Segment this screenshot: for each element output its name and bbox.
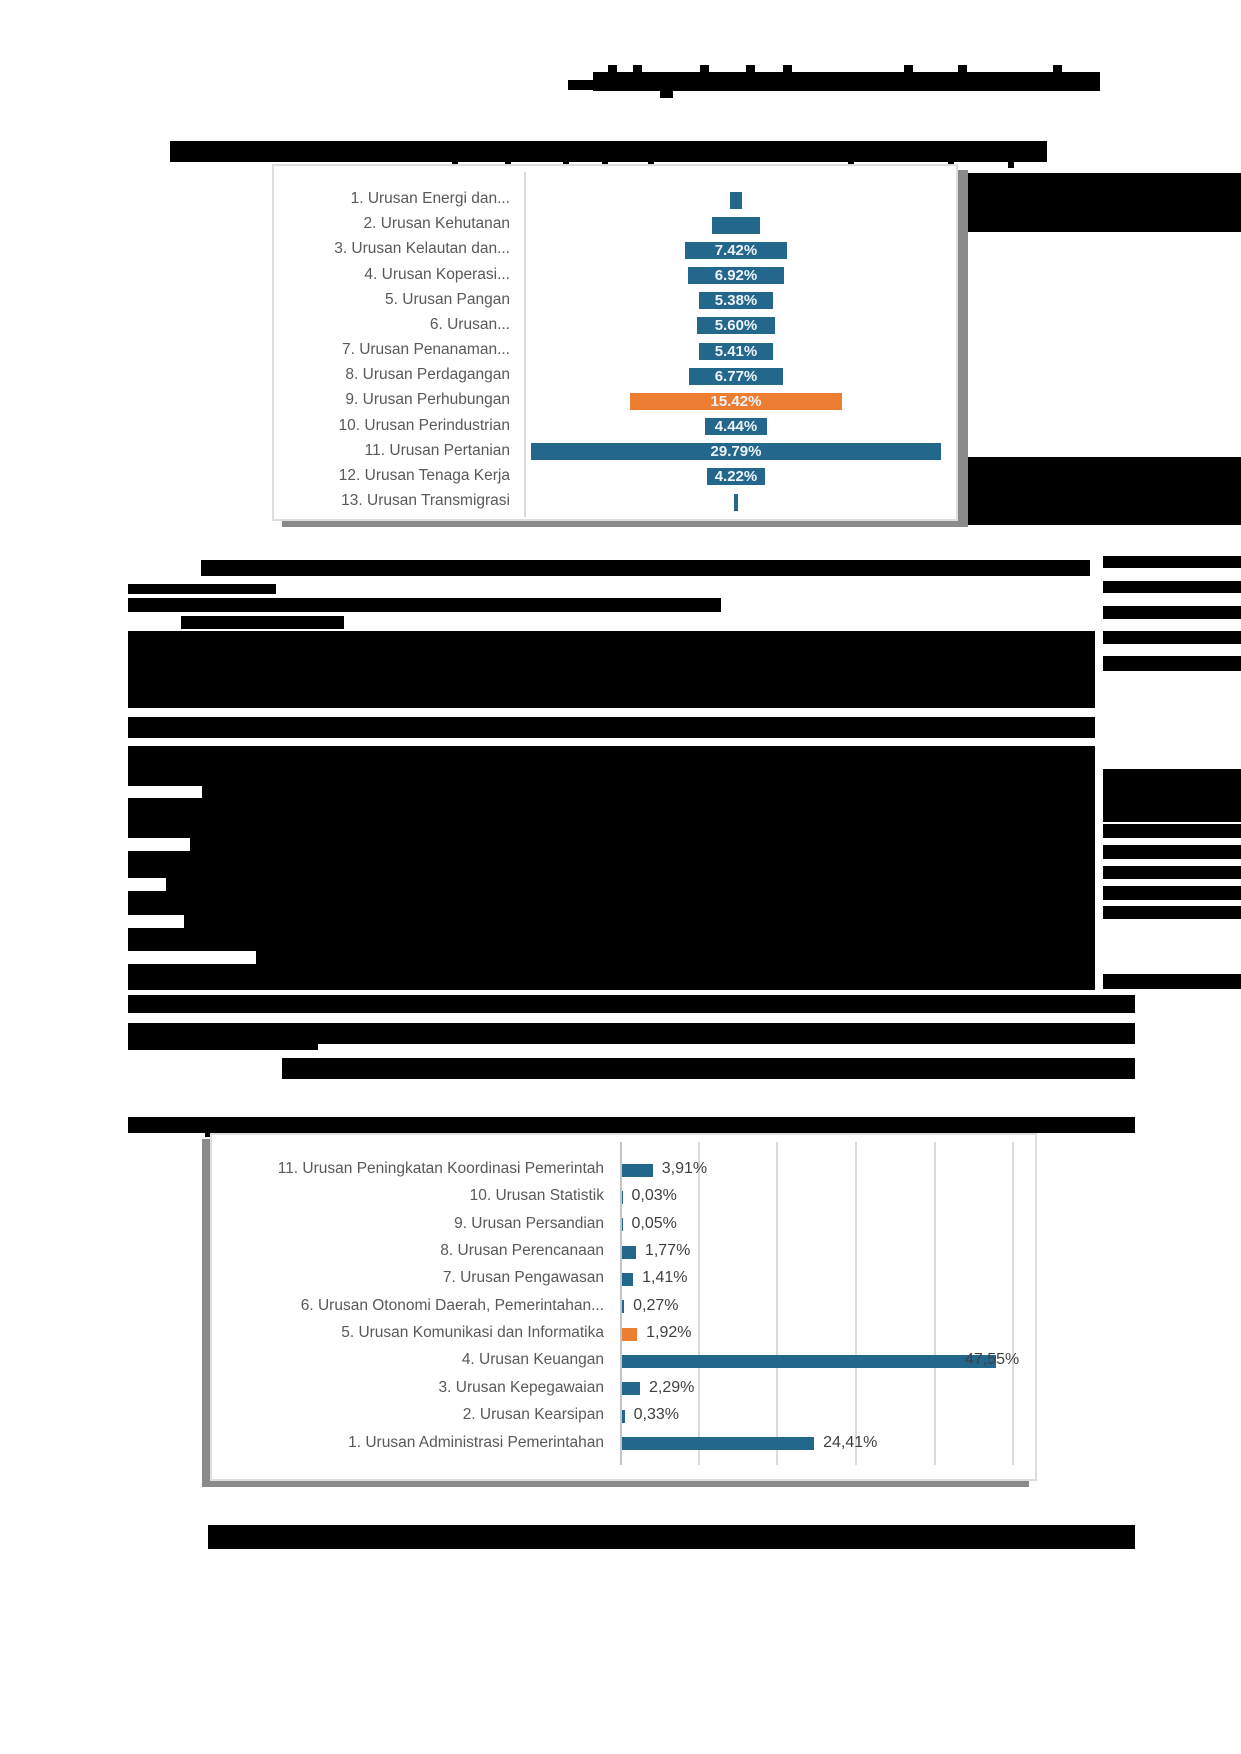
gridline [934,1142,936,1465]
bar [622,1355,996,1368]
horizontal-bar-chart-urusan-pemerintahan-umum [210,1133,1037,1481]
gridline [1012,1142,1014,1465]
value-label: 6.92% [714,267,758,284]
value-label: 3,91% [661,1160,708,1177]
redaction-bar [208,1525,1135,1549]
bar [622,1191,623,1204]
redaction-bar [1103,974,1241,989]
bar [699,343,773,360]
bar [697,317,774,334]
bar [689,368,782,385]
redaction-bar [128,631,1095,708]
bar [622,1437,814,1450]
redaction-bar [128,717,1095,738]
redaction-bar [128,746,1095,990]
value-label: 0,33% [633,1406,679,1424]
redaction-bar [128,1117,1135,1133]
value-label: 5.38% [714,292,758,310]
redaction-bar [1103,845,1241,859]
category-label: 11. Urusan Pertanian [364,441,510,459]
redaction-bar [1103,769,1241,822]
category-label: 11. Urusan Peningkatan Koordinasi Pemerintah [277,1160,604,1177]
value-label: 0,05% [631,1214,677,1232]
value-label: 5.41% [714,342,758,360]
redaction-gap [128,786,202,798]
category-label: 6. Urusan Otonomi Daerah, Pemerintahan... [300,1296,604,1314]
category-label: 5. Urusan Komunikasi dan Informatika [341,1324,604,1342]
bar [622,1164,653,1177]
redaction-bar [568,80,594,90]
bar [622,1410,625,1423]
bar [734,494,738,511]
value-label: 2,29% [649,1378,695,1396]
category-label: 1. Urusan Energi dan... [350,190,510,207]
redaction-bar [1008,162,1014,168]
redaction-bar [593,72,1100,91]
bar [730,192,742,209]
redaction-bar [968,457,1241,525]
category-label: 13. Urusan Transmigrasi [341,492,510,510]
category-label: 2. Urusan Kehutanan [363,215,510,233]
redaction-bar [968,173,1241,232]
category-label: 7. Urusan Pengawasan [442,1269,604,1287]
redaction-bar [128,1023,1135,1044]
redaction-bar [1103,606,1241,619]
bar [622,1246,636,1259]
bar [707,468,765,485]
redaction-bar [1053,65,1062,73]
category-label: 4. Urusan Koperasi... [364,265,510,283]
bar [699,292,773,309]
category-label: 9. Urusan Perhubungan [345,391,510,409]
redaction-bar [783,65,792,73]
bar [622,1300,624,1313]
redaction-bar [608,65,617,73]
redaction-bar [1103,906,1241,919]
redaction-bar [128,995,1135,1013]
redaction-bar [1103,656,1241,671]
value-label: 0,03% [631,1187,677,1205]
bar [622,1328,637,1341]
category-label: 1. Urusan Administrasi Pemerintahan [348,1433,604,1451]
redaction-bar [128,1044,318,1050]
gridline [776,1142,778,1465]
redaction-bar [633,65,642,73]
category-label: 8. Urusan Perdagangan [345,366,510,384]
value-label: 15.42% [710,392,762,410]
redaction-bar [1103,886,1241,900]
gridline [855,1142,857,1465]
redaction-bar [128,598,721,612]
funnel-bar-chart-urusan-pilihan [272,164,958,521]
value-label: 47,55% [965,1351,1020,1369]
value-label: 6.77% [714,367,758,385]
redaction-gap [128,951,256,964]
bar [622,1273,633,1286]
value-label: 7.42% [714,241,758,259]
category-label: 3. Urusan Kepegawaian [438,1378,604,1396]
redaction-bar [1103,556,1241,568]
redaction-bar [746,65,755,73]
value-label: 0,27% [633,1296,679,1314]
redaction-gap [128,878,166,891]
redaction-bar [904,65,913,73]
bar [712,217,760,234]
redaction-bar [170,141,1047,162]
value-label: 5.60% [714,317,758,335]
redaction-bar [282,1058,1135,1079]
value-label: 4.22% [714,468,758,486]
value-label: 1,92% [646,1324,692,1342]
value-label: 4.44% [714,418,758,436]
category-label: 8. Urusan Perencanaan [440,1242,604,1260]
bar [685,242,787,259]
redaction-bar [1103,866,1241,879]
redaction-bar [700,65,709,73]
value-label: 24,41% [823,1433,878,1451]
redaction-gap [128,838,190,851]
category-label: 5. Urusan Pangan [385,290,510,308]
redaction-bar [1103,581,1241,593]
category-label: 3. Urusan Kelautan dan... [334,240,510,258]
bar [688,267,783,284]
value-label: 1,77% [644,1242,691,1260]
bar [630,393,842,410]
bar [622,1218,623,1231]
category-label: 6. Urusan... [429,315,510,333]
redaction-bar [181,616,344,629]
gridline [698,1142,700,1465]
category-label: 10. Urusan Statistik [469,1187,604,1205]
value-label: 1,41% [642,1269,688,1287]
category-label: 4. Urusan Keuangan [461,1351,604,1369]
redaction-bar [660,91,673,98]
redaction-bar [128,584,276,594]
redaction-bar [958,65,967,73]
value-label: 29.79% [710,443,762,461]
category-label: 10. Urusan Perindustrian [338,416,510,434]
redaction-gap [128,915,184,928]
redaction-bar [1103,631,1241,644]
bar [622,1382,640,1395]
redaction-bar [201,560,1090,576]
bar [531,443,941,460]
category-label: 7. Urusan Penanaman... [341,341,510,359]
axis-line [524,172,526,517]
category-label: 12. Urusan Tenaga Kerja [338,466,510,484]
category-label: 9. Urusan Persandian [454,1214,604,1232]
category-label: 2. Urusan Kearsipan [462,1406,604,1424]
bar [705,418,766,435]
redaction-bar [1103,824,1241,838]
